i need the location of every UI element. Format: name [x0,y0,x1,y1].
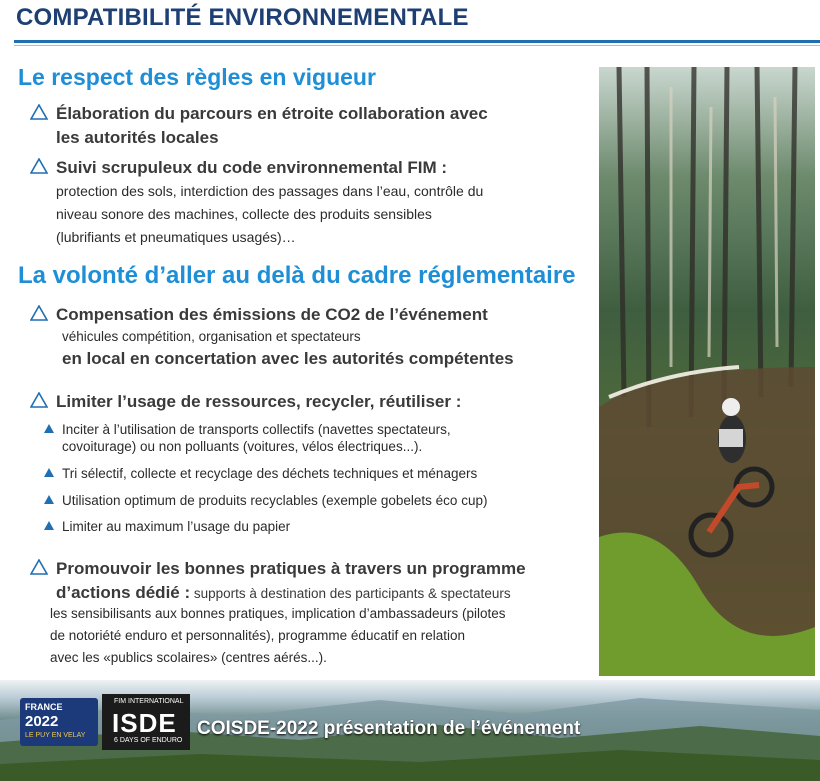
item-description-bold: en local en concertation avec les autorités compétentes [62,349,514,368]
item-description: avec les «publics scolaires» (centres aérés...). [50,650,327,665]
enduro-forest-photo [599,67,815,676]
triangle-filled-icon [44,521,54,530]
item-description: véhicules compétition, organisation et spectateurs [62,329,361,344]
sub-item-text: Limiter au maximum l’usage du papier [62,519,291,534]
sub-item-text: Tri sélectif, collecte et recyclage des déchets techniques et ménagers [62,466,478,481]
item-description-block [50,603,595,669]
sub-item [44,465,574,482]
item-description: niveau sonore des machines, collecte des produits sensibles [56,206,432,222]
forest-illustration [599,67,815,676]
logo1-line3: LE PUY EN VELAY [25,732,86,739]
list-item [30,390,595,414]
sub-item-text: Inciter à l’utilisation de transports collectifs (navettes spectateurs, [62,422,451,437]
item-title: Compensation des émissions de CO2 de l’événement [56,305,488,324]
logo2-line1: FIM INTERNATIONAL [114,698,184,705]
item-description: les sensibilisants aux bonnes pratiques, implication d’ambassadeurs (pilotes [50,606,506,621]
section-heading-rules: Le respect des règles en vigueur [18,64,376,90]
logo1-line2: 2022 [25,713,59,730]
logo1-line1: FRANCE [25,702,63,712]
triangle-filled-icon [44,424,54,433]
france-2022-logo [20,698,98,746]
item-description: protection des sols, interdiction des passages dans l’eau, contrôle du [56,183,484,199]
triangle-outline-icon [30,158,48,174]
footer-banner [0,680,820,781]
section-heading-beyond: La volonté d’aller au delà du cadre réglementaire [18,262,576,289]
triangle-filled-icon [44,468,54,477]
triangle-outline-icon [30,305,48,321]
sub-item-text: covoiturage) ou non polluants (voitures, vélos électriques...). [62,439,423,454]
item-title: d’actions dédié : [56,583,191,602]
header-rule [14,40,820,43]
item-title: Promouvoir les bonnes pratiques à travers un programme [56,559,526,578]
triangle-outline-icon [30,559,48,575]
item-description: (lubrifiants et pneumatiques usagés)… [56,229,296,245]
item-title: Limiter l’usage de ressources, recycler, réutiliser : [56,392,462,411]
footer-caption: COISDE-2022 présentation de l’événement [197,718,581,739]
logo2-line2: ISDE [112,708,177,738]
list-item [30,557,595,606]
item-description: supports à destination des participants & spectateurs [190,586,511,601]
sub-item-text: Utilisation optimum de produits recyclables (exemple gobelets éco cup) [62,493,488,508]
logo2-line3: 6 DAYS OF ENDURO [114,737,183,744]
list-item [30,303,595,371]
header-rule-thin [14,45,820,46]
triangle-outline-icon [30,392,48,408]
item-title: Suivi scrupuleux du code environnemental FIM : [56,158,448,177]
triangle-outline-icon [30,104,48,120]
item-title: Élaboration du parcours en étroite collaboration avec [56,104,488,123]
page-title: COMPATIBILITÉ ENVIRONNEMENTALE [16,4,469,31]
item-description: de notoriété enduro et personnalités), programme éducatif en relation [50,628,465,643]
list-item [30,102,595,150]
triangle-filled-icon [44,495,54,504]
item-title: les autorités locales [56,128,219,147]
sub-item [44,518,574,535]
list-item [30,156,595,249]
sub-item [44,492,574,509]
isde-logo [102,694,190,750]
sub-item [44,421,574,455]
